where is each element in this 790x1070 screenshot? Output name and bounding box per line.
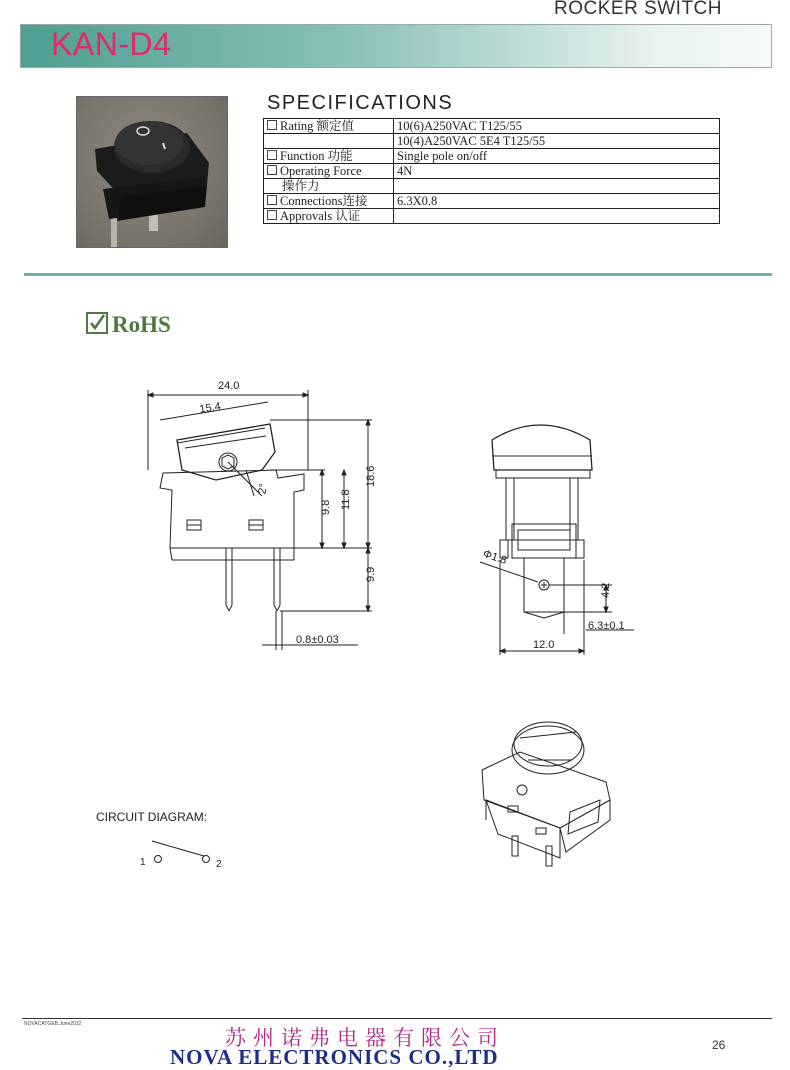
catalog-code: NOVACATGEB,June2012 <box>24 1021 82 1027</box>
company-name-english: NOVA ELECTRONICS CO.,LTD <box>170 1045 499 1069</box>
circuit-diagram <box>152 841 210 863</box>
spec-value: 6.3X0.8 <box>394 194 720 209</box>
dim-rocker: 15.4 <box>198 400 222 416</box>
circuit-diagram-title: CIRCUIT DIAGRAM: <box>96 810 208 824</box>
document-category: ROCKER SWITCH <box>554 0 722 19</box>
spec-value: 4N <box>394 164 720 179</box>
front-view-drawing <box>148 390 372 650</box>
spec-key: Connections连接 <box>280 194 368 208</box>
spec-key: Rating 额定值 <box>280 119 354 133</box>
dim-pin-thickness: 0.8±0.03 <box>296 634 339 646</box>
dim-hole-position: 4.2 <box>600 582 612 598</box>
dim-height-9-8: 9.8 <box>320 499 332 515</box>
spec-value: 10(4)A250VAC 5E4 T125/55 <box>394 134 720 149</box>
dim-side-width: 12.0 <box>533 639 555 651</box>
spec-value: Single pole on/off <box>394 149 720 164</box>
dim-height-18-6: 18.6 <box>365 465 377 487</box>
spec-value: 10(6)A250VAC T125/55 <box>394 119 720 134</box>
page-number: 26 <box>712 1038 726 1052</box>
circuit-pin-2: 2 <box>216 859 222 870</box>
dim-angle: 2° <box>256 482 271 496</box>
isometric-view-drawing <box>482 722 610 866</box>
dim-height-11-8: 11.8 <box>340 489 352 510</box>
dim-pin-length: 9.9 <box>365 566 377 582</box>
rohs-label: RoHS <box>112 312 171 337</box>
company-name-chinese: 苏州诺弗电器有限公司 <box>225 1026 505 1050</box>
spec-key: 操作力 <box>282 179 320 193</box>
footer-divider <box>22 1018 772 1019</box>
specifications-heading: SPECIFICATIONS <box>267 92 454 114</box>
model-title: KAN-D4 <box>51 26 172 62</box>
circuit-pin-1: 1 <box>140 857 146 868</box>
spec-key: Approvals 认证 <box>280 209 361 223</box>
dim-width: 24.0 <box>218 380 240 392</box>
dim-tab-width: 6.3±0.1 <box>588 620 625 632</box>
dim-hole: Φ1.8 <box>481 547 509 567</box>
spec-key: Function 功能 <box>280 149 353 163</box>
spec-key: Operating Force <box>280 164 362 178</box>
